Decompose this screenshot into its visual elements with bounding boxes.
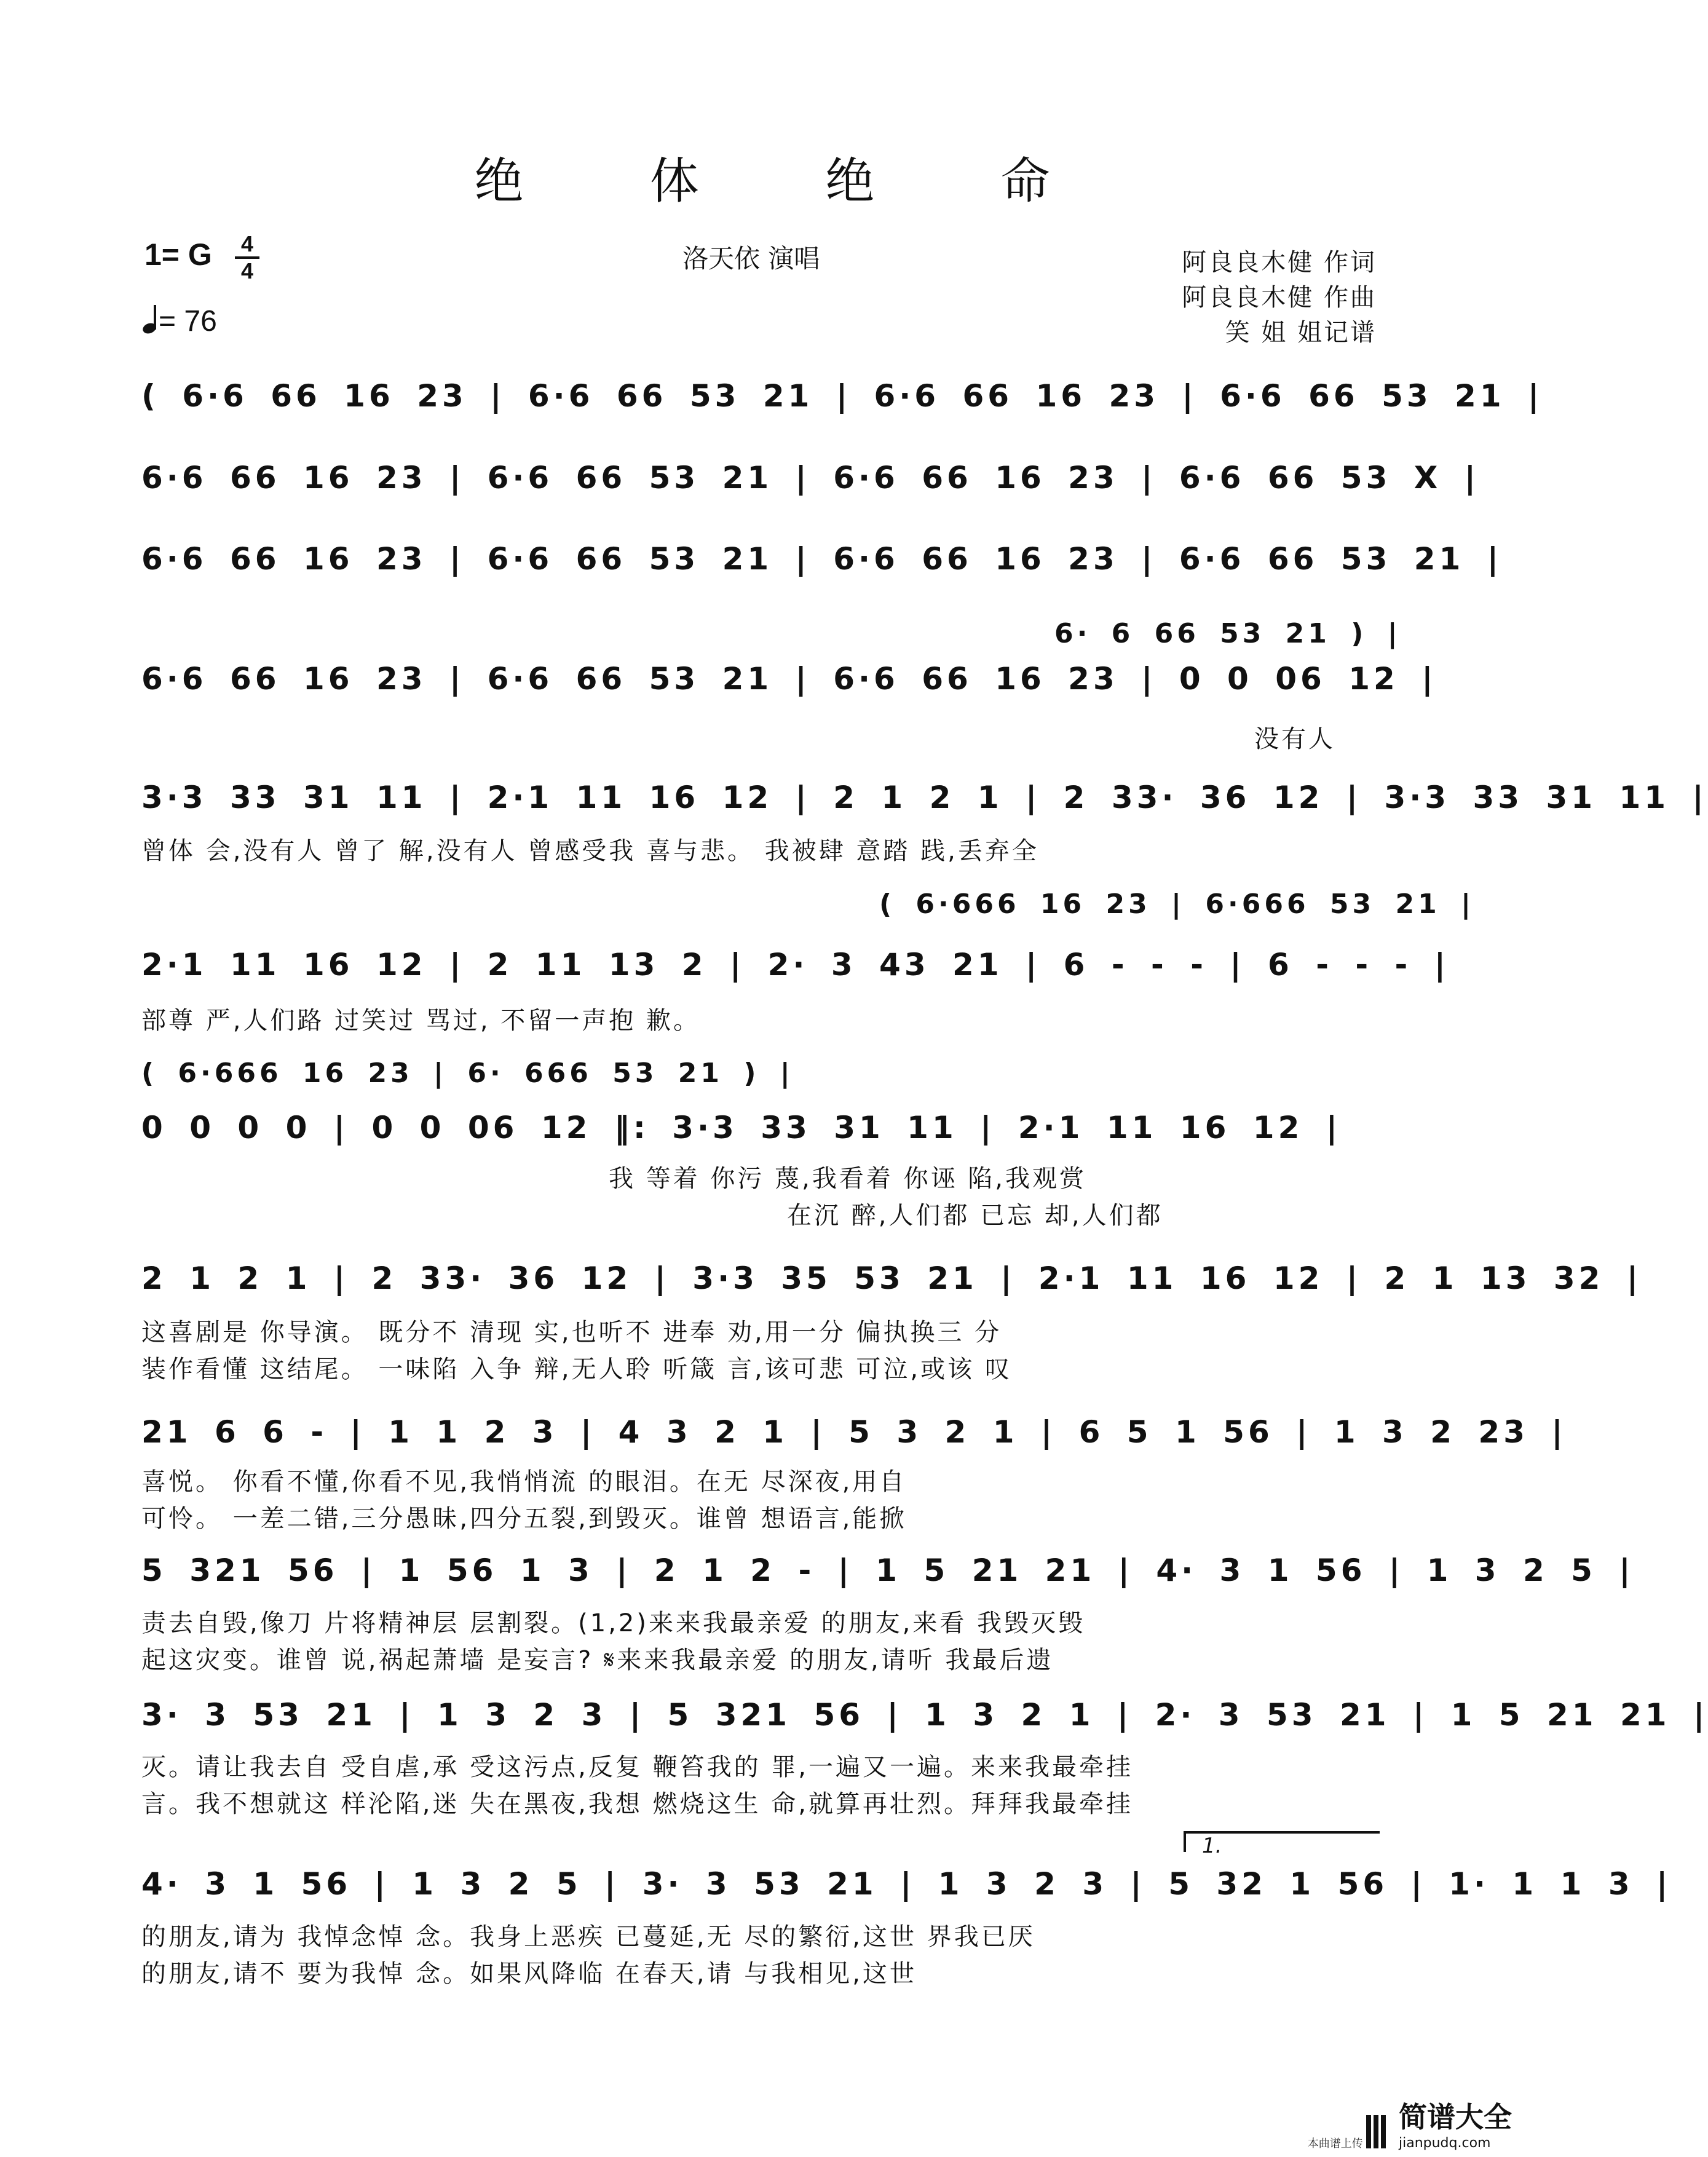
key-signature: 1= G	[144, 237, 212, 272]
watermark	[1308, 2095, 1512, 2151]
lyric-row-5: 曾体 会,没有人 曾了 解,没有人 曾感受我 喜与悲。 我被肆 意踏 践,丢弃全	[141, 837, 1039, 865]
score-row-11: 3· 3 53 21 | 1 3 2 3 | 5 321 56 | 1 3 2 1 | 2· 3 53 21 | 1 5 21 21 |	[141, 1697, 1708, 1733]
lyric-row-9a: 喜悦。 你看不懂,你看不见,我悄悄流 的眼泪。在无 尽深夜,用自	[141, 1468, 907, 1496]
performer: 洛天依 演唱	[682, 243, 820, 274]
score-row-2: 6·6 66 16 23 | 6·6 66 53 21 | 6·6 66 16 23 | 6·6 66 53 X |	[141, 460, 1480, 496]
time-signature-bottom: 4	[240, 258, 254, 283]
lyric-row-12b: 的朋友,请不 要为我悼 念。如果风降临 在春天,请 与我相见,这世	[141, 1960, 917, 1988]
score-row-7: 0 0 0 0 | 0 0 06 12 ‖: 3·3 33 31 11 | 2·1 11 16 12 |	[141, 1110, 1342, 1146]
score-row-6-upper: ( 6·666 16 23 | 6·666 53 21 |	[879, 889, 1475, 920]
score-row-7-upper: ( 6·666 16 23 | 6· 666 53 21 ) |	[141, 1058, 794, 1089]
lyric-row-11b: 言。我不想就这 样沦陷,迷 失在黑夜,我想 燃烧这生 命,就算再壮烈。拜拜我最牵挂	[141, 1790, 1134, 1818]
score-row-5: 3·3 33 31 11 | 2·1 11 16 12 | 2 1 2 1 | 2 33· 36 12 | 3·3 33 31 11 |	[141, 780, 1707, 815]
lyric-row-11a: 灭。请让我去自 受自虐,承 受这污点,反复 鞭笞我的 罪,一遍又一遍。来来我最牵挂	[141, 1753, 1134, 1781]
lyric-row-4: 没有人	[1254, 725, 1335, 753]
score-row-9: 21 6 6 - | 1 1 2 3 | 4 3 2 1 | 5 3 2 1 | 6 5 1 56 | 1 3 2 23 |	[141, 1414, 1567, 1450]
score-row-4: 6·6 66 16 23 | 6·6 66 53 21 | 6·6 66 16 23 | 0 0 06 12 |	[141, 661, 1437, 697]
score-row-12: 4· 3 1 56 | 1 3 2 5 | 3· 3 53 21 | 1 3 2 3 | 5 32 1 56 | 1· 1 1 3 |	[141, 1866, 1672, 1902]
watermark-logo	[1399, 2095, 1512, 2151]
score-row-10: 5 321 56 | 1 56 1 3 | 2 1 2 - | 1 5 21 21 | 4· 3 1 56 | 1 3 2 5 |	[141, 1553, 1634, 1588]
page-title: 绝 体 绝 命	[474, 152, 1105, 210]
score-row-4-upper: 6· 6 66 53 21 ) |	[1054, 618, 1401, 649]
quarter-note-icon	[143, 305, 159, 333]
watermark-name: 简谱大全	[1399, 2100, 1512, 2134]
transcriber-credit: 笑 姐 姐记谱	[1225, 319, 1377, 347]
score-row-8: 2 1 2 1 | 2 33· 36 12 | 3·3 35 53 21 | 2·1 11 16 12 | 2 1 13 32 |	[141, 1261, 1642, 1296]
lyric-row-7b: 在沉 醉,人们都 已忘 却,人们都	[787, 1201, 1163, 1230]
first-ending-label: 1.	[1202, 1834, 1222, 1858]
lyric-row-12a: 的朋友,请为 我悼念悼 念。我身上恶疾 已蔓延,无 尽的繁衍,这世 界我已厌	[141, 1923, 1035, 1951]
lyric-row-8a: 这喜剧是 你导演。 既分不 清现 实,也听不 进奉 劝,用一分 偏执换三 分	[141, 1318, 1002, 1347]
tempo-marking	[143, 304, 217, 338]
score-row-3: 6·6 66 16 23 | 6·6 66 53 21 | 6·6 66 16 23 | 6·6 66 53 21 |	[141, 541, 1503, 577]
score-row-1: ( 6·6 66 16 23 | 6·6 66 53 21 | 6·6 66 16 23 | 6·6 66 53 21 |	[141, 378, 1543, 414]
lyric-row-7a: 我 等着 你污 蔑,我看着 你诬 陷,我观赏	[609, 1165, 1087, 1193]
lyric-row-10b: 起这灾变。谁曾 说,祸起萧墙 是妄言? 𝄋来来我最亲爱 的朋友,请听 我最后遗	[141, 1646, 1054, 1674]
watermark-url: jianpudq.com	[1399, 2135, 1491, 2151]
time-signature	[235, 232, 259, 283]
tempo-value: = 76	[159, 305, 217, 338]
lyric-row-8b: 装作看懂 这结尾。 一味陷 入争 辩,无人聆 听箴 言,该可悲 可泣,或该 叹	[141, 1355, 1012, 1383]
lyric-row-10a: 责去自毁,像刀 片将精神层 层割裂。(1,2)来来我最亲爱 的朋友,来看 我毁灭毁	[141, 1609, 1086, 1637]
lyricist-credit: 阿良良木健 作词	[1182, 248, 1377, 277]
lyric-row-6: 部尊 严,人们路 过笑过 骂过, 不留一声抱 歉。	[141, 1007, 701, 1035]
score-row-6: 2·1 11 16 12 | 2 11 13 2 | 2· 3 43 21 | 6 - - - | 6 - - - |	[141, 947, 1449, 983]
watermark-prefix: 本曲谱上传	[1307, 2137, 1363, 2150]
time-signature-top: 4	[240, 231, 254, 256]
composer-credit: 阿良良木健 作曲	[1182, 283, 1377, 312]
piano-keys-icon	[1366, 2115, 1388, 2151]
lyric-row-9b: 可怜。 一差二错,三分愚昧,四分五裂,到毁灭。谁曾 想语言,能掀	[141, 1505, 907, 1533]
